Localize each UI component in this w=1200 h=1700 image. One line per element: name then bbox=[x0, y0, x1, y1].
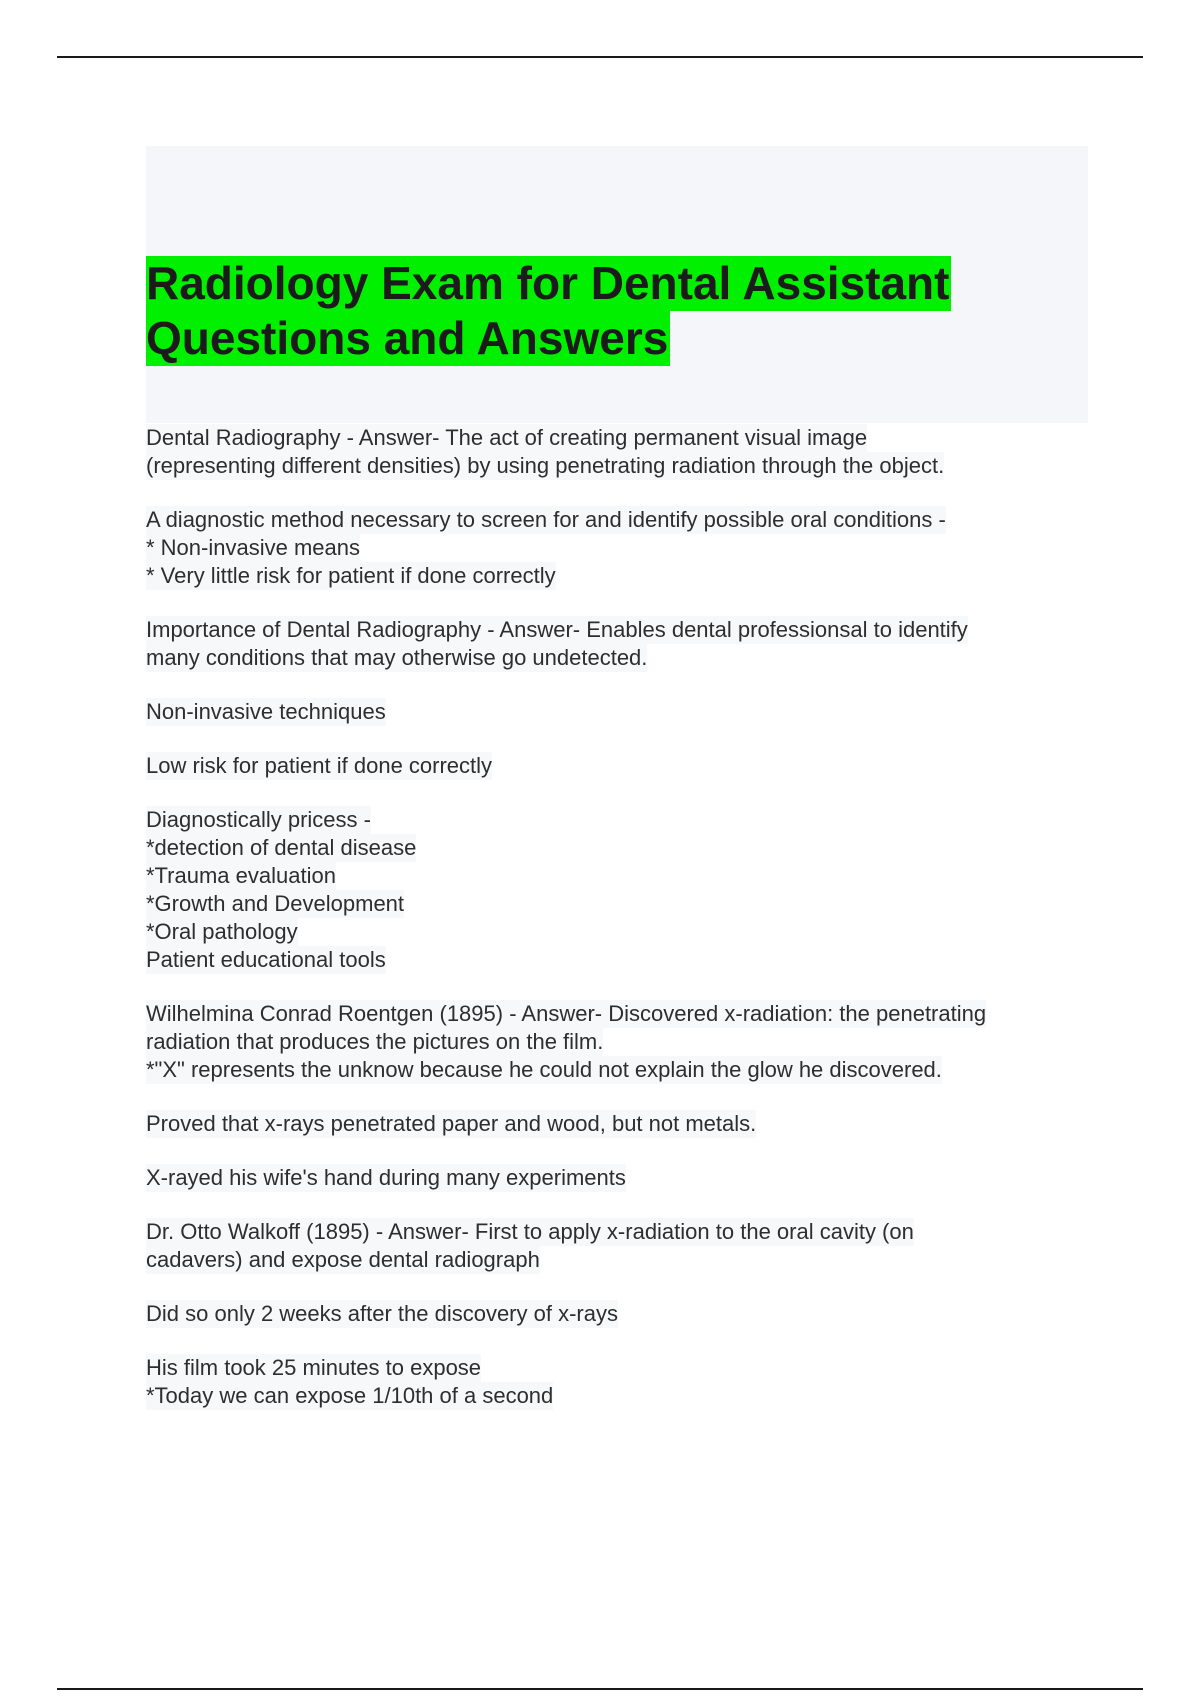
text-line: Low risk for patient if done correctly bbox=[146, 753, 493, 778]
text-line: Diagnostically pricess - bbox=[146, 807, 371, 832]
footer-rule bbox=[57, 1688, 1143, 1690]
text-line: *Trauma evaluation bbox=[146, 863, 336, 888]
paragraph bbox=[146, 1000, 1088, 1084]
paragraph bbox=[146, 1354, 1088, 1410]
text-line: Patient educational tools bbox=[146, 947, 386, 972]
text-line: Importance of Dental Radiography - Answer- Enables dental professionsal to identify bbox=[146, 617, 968, 642]
paragraph bbox=[146, 698, 1088, 726]
paragraph bbox=[146, 1110, 1088, 1138]
text-line: *Growth and Development bbox=[146, 891, 405, 916]
document-title bbox=[146, 256, 951, 366]
title-line-1: Radiology Exam for Dental Assistant bbox=[146, 257, 950, 309]
text-line: Dr. Otto Walkoff (1895) - Answer- First to apply x-radiation to the oral cavity (on bbox=[146, 1219, 914, 1244]
text-line: Wilhelmina Conrad Roentgen (1895) - Answer- Discovered x-radiation: the penetrating bbox=[146, 1001, 987, 1026]
text-line: (representing different densities) by using penetrating radiation through the object. bbox=[146, 453, 945, 478]
text-line: *Oral pathology bbox=[146, 919, 298, 944]
paragraph bbox=[146, 506, 1088, 590]
paragraph bbox=[146, 616, 1088, 672]
paragraph bbox=[146, 424, 1088, 480]
paragraph bbox=[146, 806, 1088, 974]
text-line: Non-invasive techniques bbox=[146, 699, 386, 724]
text-line: Dental Radiography - Answer- The act of creating permanent visual image bbox=[146, 425, 868, 450]
text-line: * Non-invasive means bbox=[146, 535, 360, 560]
text-line: cadavers) and expose dental radiograph bbox=[146, 1247, 540, 1272]
paragraph bbox=[146, 752, 1088, 780]
text-line: Proved that x-rays penetrated paper and wood, but not metals. bbox=[146, 1111, 757, 1136]
text-line: *"X" represents the unknow because he could not explain the glow he discovered. bbox=[146, 1057, 942, 1082]
text-line: radiation that produces the pictures on the film. bbox=[146, 1029, 604, 1054]
text-line: *detection of dental disease bbox=[146, 835, 417, 860]
text-line: Did so only 2 weeks after the discovery of x-rays bbox=[146, 1301, 618, 1326]
text-line: * Very little risk for patient if done correctly bbox=[146, 563, 556, 588]
document-body bbox=[146, 424, 1088, 1436]
text-line: His film took 25 minutes to expose bbox=[146, 1355, 482, 1380]
paragraph bbox=[146, 1164, 1088, 1192]
paragraph bbox=[146, 1218, 1088, 1274]
paragraph bbox=[146, 1300, 1088, 1328]
text-line: X-rayed his wife's hand during many experiments bbox=[146, 1165, 626, 1190]
text-line: *Today we can expose 1/10th of a second bbox=[146, 1383, 554, 1408]
text-line: A diagnostic method necessary to screen for and identify possible oral conditions - bbox=[146, 507, 946, 532]
text-line: many conditions that may otherwise go undetected. bbox=[146, 645, 648, 670]
title-line-2: Questions and Answers bbox=[146, 312, 669, 364]
header-rule bbox=[57, 56, 1143, 58]
